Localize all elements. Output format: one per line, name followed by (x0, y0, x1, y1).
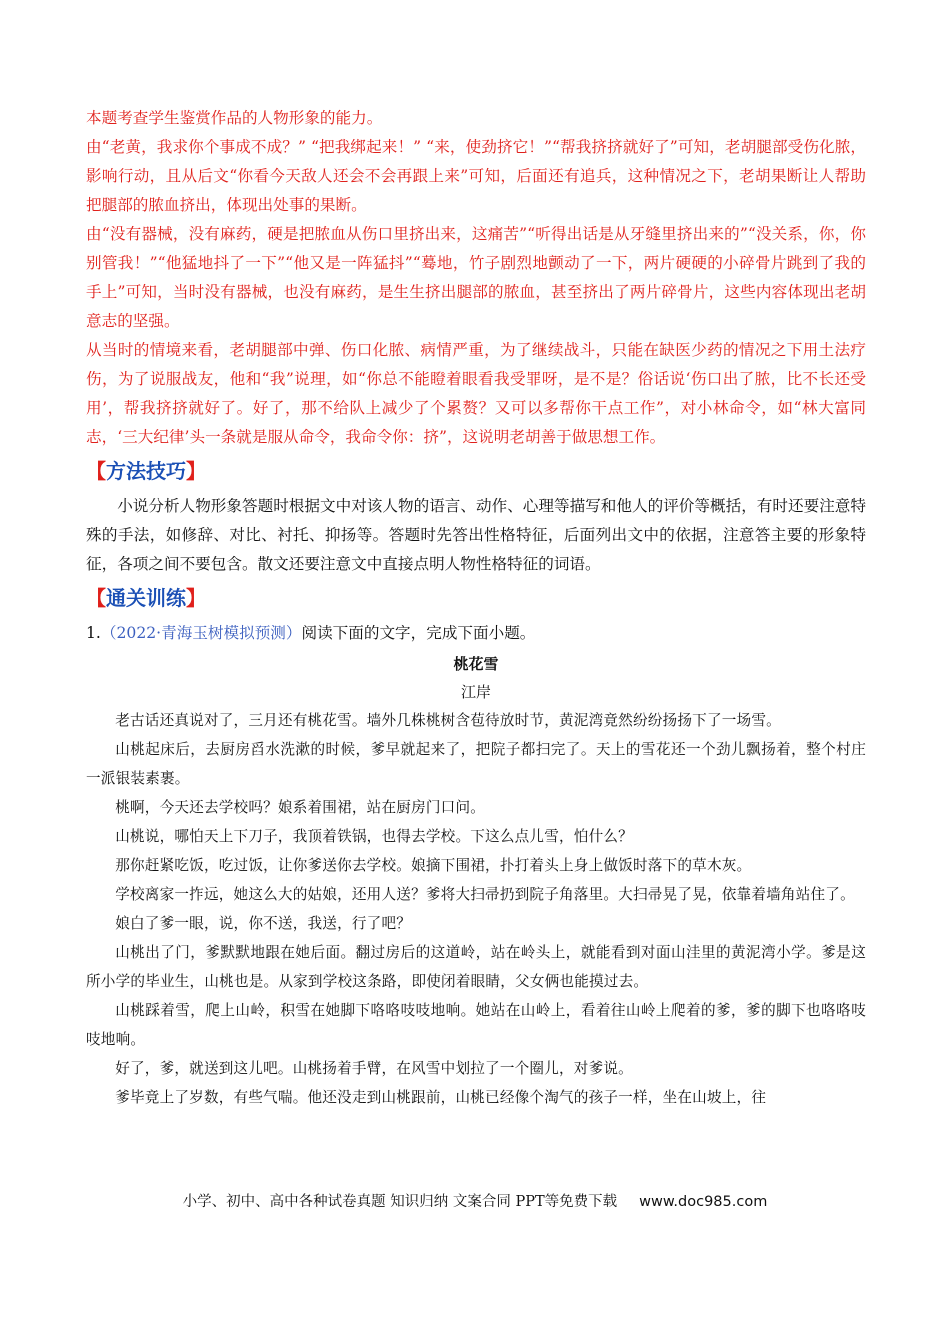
article-text (86, 706, 866, 1112)
question-source: （2022·青海玉树模拟预测） (100, 624, 302, 642)
article-paragraph: 爹毕竟上了岁数，有些气喘。他还没走到山桃跟前，山桃已经像个淘气的孩子一样，坐在山坡上，往 (115, 1089, 767, 1106)
article-paragraph: 学校离家一拃远，她这么大的姑娘，还用人送？爹将大扫帚扔到院子角落里。大扫帚晃了晃，依靠着墙角站住了。 (115, 886, 855, 903)
article-paragraph: 老古话还真说对了，三月还有桃花雪。墙外几株桃树含苞待放时节，黄泥湾竟然纷纷扬扬下了一场雪。 (115, 712, 781, 729)
analysis-paragraph: 从当时的情境来看，老胡腿部中弹、伤口化脓、病情严重，为了继续战斗，只能在缺医少药的情况之下用土法疗伤，为了说服战友，他和“我”说理，如“你总不能瞪着眼看我受罪呀，是不是？俗话说‘伤口出了脓，比不长还受用’，帮我挤挤就好了。好了，那不给队上减少了个累赘？又可以多帮你干点工作”，对小林命令，如“林大富同志，‘三大纪律’头一条就是服从命令，我命令你：挤”，这说明老胡善于做思想工作。 (86, 341, 866, 446)
heading-bracket-close: 】 (186, 459, 206, 483)
article-paragraph: 那你赶紧吃饭，吃过饭，让你爹送你去学校。娘摘下围裙，扑打着头上身上做饭时落下的草木灰。 (115, 857, 752, 874)
footer-text: 小学、初中、高中各种试卷真题 知识归纳 文案合同 PPT等免费下载 (182, 1194, 618, 1210)
analysis-paragraph: 由“没有器械，没有麻药，硬是把脓血从伤口里挤出来，这痛苦”“听得出话是从牙缝里挤出来的”“没关系，你，你别管我！”“他猛地抖了一下”“他又是一阵猛抖”“蓦地，竹子剧烈地颤动了一下，两片硬硬的小碎骨片跳到了我的手上”可知，当时没有器械，也没有麻药，是生生挤出腿部的脓血，甚至挤出了两片碎骨片，这些内容体现出老胡意志的坚强。 (86, 225, 866, 330)
document-body (86, 104, 866, 1112)
footer-url[interactable]: www.doc985.com (639, 1194, 768, 1210)
article-paragraph: 山桃起床后，去厨房舀水洗漱的时候，爹早就起来了，把院子都扫完了。天上的雪花还一个劲儿飘扬着，整个村庄一派银装素裹。 (86, 741, 866, 787)
analysis-paragraph: 本题考查学生鉴赏作品的人物形象的能力。 (86, 109, 383, 127)
article-paragraph: 山桃说，哪怕天上下刀子，我顶着铁锅，也得去学校。下这么点儿雪，怕什么？ (115, 828, 633, 845)
training-heading (86, 583, 866, 613)
article-paragraph: 山桃出了门，爹默默地跟在她后面。翻过房后的这道岭，站在岭头上，就能看到对面山洼里的黄泥湾小学。爹是这所小学的毕业生，山桃也是。从家到学校这条路，即使闭着眼睛，父女俩也能摸过去。 (86, 944, 866, 990)
article-title: 桃花雪 (453, 655, 499, 673)
article-author: 江岸 (460, 683, 491, 701)
method-heading (86, 456, 866, 486)
question-header (86, 619, 866, 648)
question-number: 1. (86, 624, 101, 642)
analysis-paragraph: 由“老黄，我求你个事成不成？” “把我绑起来！” “来，使劲挤它！”“帮我挤挤就好了”可知，老胡腿部受伤化脓，影响行动，且从后文“你看今天敌人还会不会再跟上来”可知，后面还有追兵，这种情况之下，老胡果断让人帮助把腿部的脓血挤出，体现出处事的果断。 (86, 138, 866, 214)
article-paragraph: 好了，爹，就送到这儿吧。山桃扬着手臂，在风雪中划拉了一个圈儿，对爹说。 (115, 1060, 633, 1077)
question-instruction: 阅读下面的文字，完成下面小题。 (301, 624, 536, 642)
heading-bracket-close: 】 (186, 586, 206, 610)
answer-analysis (86, 104, 866, 452)
article-paragraph: 桃啊，今天还去学校吗？娘系着围裙，站在厨房门口问。 (115, 799, 486, 816)
training-heading-title: 通关训练 (106, 586, 186, 610)
heading-bracket-open: 【 (86, 459, 106, 483)
method-heading-title: 方法技巧 (106, 459, 186, 483)
method-paragraph: 小说分析人物形象答题时根据文中对该人物的语言、动作、心理等描写和他人的评价等概括，有时还要注意特殊的手法，如修辞、对比、衬托、抑扬等。答题时先答出性格特征，后面列出文中的依据，注意答主要的形象特征，各项之间不要包含。散文还要注意文中直接点明人物性格特征的词语。 (86, 497, 866, 573)
heading-bracket-open: 【 (86, 586, 106, 610)
page-footer (0, 1190, 950, 1214)
article-paragraph: 山桃踩着雪，爬上山岭，积雪在她脚下咯咯吱吱地响。她站在山岭上，看着往山岭上爬着的爹，爹的脚下也咯咯吱吱地响。 (86, 1002, 866, 1048)
article-paragraph: 娘白了爹一眼，说，你不送，我送，行了吧？ (115, 915, 412, 932)
